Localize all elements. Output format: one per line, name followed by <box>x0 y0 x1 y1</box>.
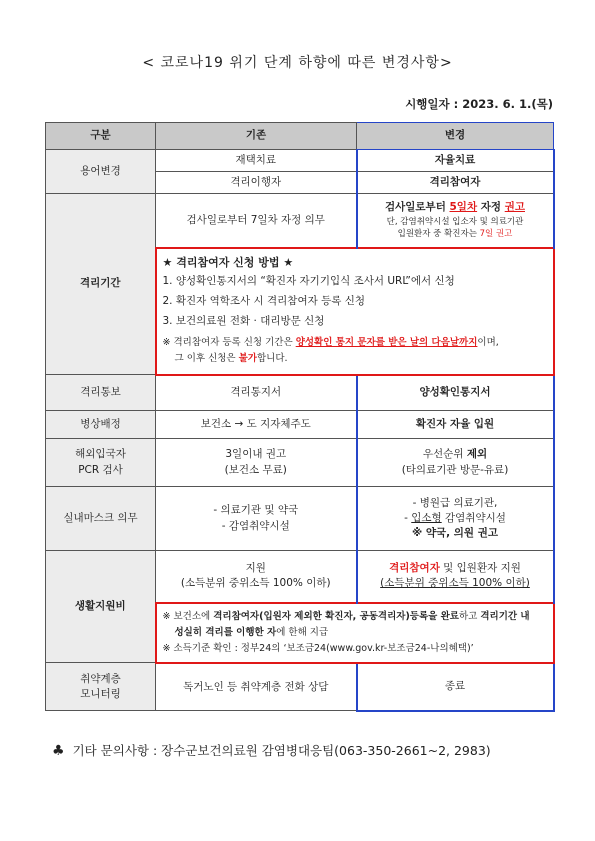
cell-after <box>357 439 554 487</box>
text: 에 한해 지급 <box>276 626 329 638</box>
category-cell: 실내마스크 의무 <box>46 487 156 551</box>
category-cell: 격리기간 <box>46 194 156 375</box>
text: (타의료기관 방문-유료) <box>401 463 509 476</box>
text: 입소형 <box>411 511 442 524</box>
text: (소득분위 중위소득 100% 이하) <box>380 577 530 590</box>
page-title: < 코로나19 위기 단계 하향에 따른 변경사항> <box>142 55 453 71</box>
cell-before: 격리이행자 <box>156 172 357 194</box>
category-cell <box>46 663 156 711</box>
text: ※ 약국, 의원 권고 <box>411 527 499 540</box>
table-header-row <box>46 123 554 150</box>
text: - 감염취약시설 <box>221 519 290 532</box>
text: 지원 <box>245 562 266 575</box>
changes-table <box>45 122 555 712</box>
text <box>361 447 550 462</box>
support-note-box <box>156 603 554 663</box>
cell-before <box>156 439 357 487</box>
category-cell: 격리통보 <box>46 375 156 411</box>
support-note <box>163 609 547 625</box>
text: - 병원급 의료기관, <box>412 496 498 509</box>
text-red: 양성확인 통지 문자를 받은 날의 다음날까지 <box>295 337 478 349</box>
text-red: 격리참여자 <box>389 562 440 575</box>
category-cell <box>46 439 156 487</box>
header-category: 구분 <box>46 123 156 150</box>
header-after: 변경 <box>357 123 554 150</box>
text: ※ 보건소에 <box>162 610 214 622</box>
table-row <box>46 551 554 603</box>
header-before: 기존 <box>156 123 357 150</box>
text: 검사일로부터 <box>384 201 450 214</box>
text: 그 이후 신청은 <box>174 353 239 365</box>
isolation-after-sub2 <box>361 228 550 240</box>
table-row <box>46 150 554 172</box>
text: 모니터링 <box>80 687 121 700</box>
box-title: ★ 격리참여자 신청 방법 ★ <box>162 255 294 269</box>
text: 성실히 격리를 이행한 자 <box>174 626 277 638</box>
footer-text: 기타 문의사항 : 장수군보건의료원 감염병대응팀(063-350-2661~2, 2983) <box>72 743 491 758</box>
isolation-after-sub1: 단, 감염취약시설 입소자 및 의료기관 <box>386 216 524 227</box>
cell-before: 격리통지서 <box>156 375 357 411</box>
footer-contact <box>52 741 491 759</box>
isolation-after-main <box>361 200 550 215</box>
text <box>361 561 550 576</box>
cell-before: 검사일로부터 7일차 자정 의무 <box>156 194 357 248</box>
text: 3일이내 권고 <box>225 448 287 461</box>
cell-after: 양성확인통지서 <box>357 375 554 411</box>
box-note <box>163 335 547 351</box>
text-red: 7일 권고 <box>479 228 513 239</box>
table-row <box>46 487 554 551</box>
support-note <box>163 625 547 641</box>
cell-before: 보건소 → 도 지자체주도 <box>156 411 357 439</box>
text: 이며, <box>477 337 499 349</box>
text: 하고 <box>459 610 481 622</box>
category-cell: 용어변경 <box>46 150 156 194</box>
club-icon: ♣ <box>52 743 65 759</box>
text: 자정 <box>477 201 505 214</box>
cell-before: 독거노인 등 취약계층 전화 상담 <box>156 663 357 711</box>
text: 격리참여자(입원자 제외한 확진자, 공동격리자)등록을 완료 <box>213 610 459 622</box>
category-cell: 생활지원비 <box>46 551 156 663</box>
text <box>361 511 550 526</box>
text: - <box>404 511 412 524</box>
effective-date: 시행일자 : 2023. 6. 1.(목) <box>405 97 553 111</box>
text: 우선순위 <box>422 448 467 461</box>
table-row <box>46 194 554 248</box>
text: (보건소 무료) <box>224 463 287 476</box>
text: 감염취약시설 <box>441 511 506 524</box>
text-red: 불가 <box>238 353 257 365</box>
table-row <box>46 439 554 487</box>
cell-before: 재택치료 <box>156 150 357 172</box>
text: 해외입국자 <box>75 448 126 461</box>
text-red: 5일차 <box>449 201 478 214</box>
cell-after: 자율치료 <box>357 150 554 172</box>
box-note <box>163 351 547 367</box>
cell-after: 격리참여자 <box>357 172 554 194</box>
cell-after: 확진자 자율 입원 <box>357 411 554 439</box>
category-cell: 병상배정 <box>46 411 156 439</box>
text: 제외 <box>466 448 488 461</box>
cell-after <box>357 551 554 603</box>
text: ※ 격리참여자 등록 신청 기간은 <box>162 337 296 349</box>
text: - 의료기관 및 약국 <box>213 504 299 517</box>
text: 합니다. <box>256 353 288 365</box>
text: 입원환자 중 확진자는 <box>397 228 480 239</box>
cell-after <box>357 194 554 248</box>
table-row <box>46 411 554 439</box>
text: 취약계층 <box>80 672 121 685</box>
support-note: ※ 소득기준 확인 : 정부24의 ‘보조금24(www.gov.kr-보조금24-나의혜택)’ <box>162 642 474 654</box>
text: 및 입원환자 지원 <box>439 562 521 575</box>
cell-after: 종료 <box>357 663 554 711</box>
application-method-box <box>156 248 554 375</box>
table-row <box>46 375 554 411</box>
table-row <box>46 663 554 711</box>
text: 격리기간 내 <box>480 610 530 622</box>
cell-after <box>357 487 554 551</box>
box-item: 3. 보건의료원 전화 · 대리방문 신청 <box>162 315 325 328</box>
box-item: 1. 양성확인통지서의 “확진자 자기기입식 조사서 URL”에서 신청 <box>162 275 455 288</box>
text: PCR 검사 <box>78 463 123 476</box>
cell-before <box>156 487 357 551</box>
text-red: 권고 <box>504 201 525 214</box>
cell-before <box>156 551 357 603</box>
text: (소득분위 중위소득 100% 이하) <box>180 577 331 590</box>
box-item: 2. 확진자 역학조사 시 격리참여자 등록 신청 <box>162 295 365 308</box>
